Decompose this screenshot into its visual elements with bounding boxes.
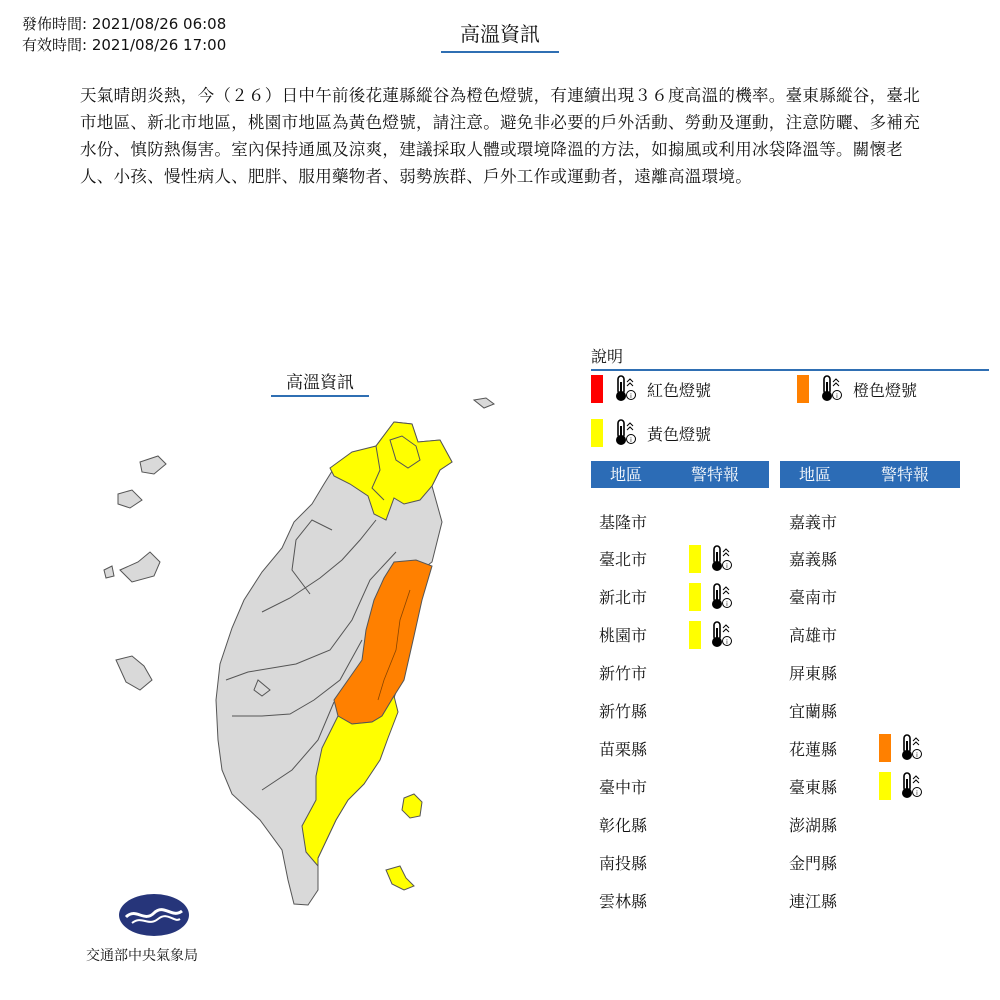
region-name: 連江縣 bbox=[789, 891, 838, 911]
table-row bbox=[789, 502, 879, 540]
table-header-left bbox=[591, 461, 769, 488]
alert-level-bar bbox=[689, 583, 701, 611]
region-name: 花蓮縣 bbox=[789, 739, 838, 759]
region-name: 新竹縣 bbox=[599, 702, 648, 721]
description-text: 天氣晴朗炎熱，今（２６）日中午前後花蓮縣縱谷為橙色燈號，有連續出現３６度高溫的機率。臺東縣縱谷，臺北市地區、新北市地區，桃園市地區為黃色燈號，請注意。避免非必要的戶外活動、勞動及運動，注意防曬、多補充水份、慎防熱傷害。室內保持通風及涼爽，建議採取人體或環境降溫的方法，如搧風或利用冰袋降溫等。關懷老人、小孩、慢性病人、肥胖、服用藥物者、弱勢族群、戶外工作或運動者，遠離高溫環境。 bbox=[80, 86, 920, 186]
region-name: 臺東縣 bbox=[789, 777, 838, 797]
alert-level-bar bbox=[689, 545, 701, 573]
region-name: 嘉義縣 bbox=[789, 550, 838, 570]
table-row bbox=[599, 805, 689, 843]
guishan-island bbox=[474, 398, 494, 408]
yellow-swatch bbox=[591, 419, 603, 447]
table-row bbox=[599, 654, 689, 692]
region-name: 嘉義市 bbox=[789, 512, 838, 532]
cwb-logo bbox=[118, 893, 190, 937]
alert-level-bar bbox=[879, 734, 891, 762]
table-row bbox=[599, 692, 689, 730]
thermometer-icon bbox=[897, 733, 923, 763]
issue-time: 發佈時間: 2021/08/26 06:08 bbox=[22, 15, 227, 33]
table-row bbox=[789, 881, 879, 919]
table-row bbox=[789, 767, 923, 805]
region-name: 雲林縣 bbox=[599, 891, 648, 911]
table-row bbox=[789, 578, 879, 616]
red-swatch bbox=[591, 375, 603, 403]
valid-time: 有效時間: 2021/08/26 17:00 bbox=[22, 36, 227, 54]
page-title: 高溫資訊 bbox=[441, 18, 559, 53]
alert-level-bar bbox=[689, 621, 701, 649]
region-name: 臺南市 bbox=[789, 588, 838, 608]
table-row bbox=[599, 578, 733, 616]
agency-name: 交通部中央氣象局 bbox=[86, 948, 198, 964]
table-row bbox=[599, 502, 689, 540]
legend-orange bbox=[797, 374, 917, 404]
orange-swatch bbox=[797, 375, 809, 403]
table-header-right bbox=[780, 461, 960, 488]
legend-yellow-label: 黃色燈號 bbox=[647, 424, 712, 444]
legend-red-label: 紅色燈號 bbox=[647, 380, 712, 400]
thermometer-icon bbox=[817, 374, 843, 404]
region-name: 新竹市 bbox=[599, 664, 648, 684]
table-row bbox=[789, 805, 879, 843]
thermometer-icon bbox=[897, 771, 923, 801]
region-name: 南投縣 bbox=[599, 853, 648, 873]
legend-yellow bbox=[591, 418, 711, 448]
table-row bbox=[789, 540, 879, 578]
table-row bbox=[789, 729, 923, 767]
map-title: 高溫資訊 bbox=[271, 368, 369, 397]
table-row bbox=[789, 843, 879, 881]
alert-level-bar bbox=[879, 772, 891, 800]
legend-title: 說明 bbox=[591, 344, 989, 371]
region-name: 臺北市 bbox=[599, 550, 648, 570]
region-name: 高雄市 bbox=[789, 626, 838, 646]
col-region: 地區 bbox=[798, 465, 831, 484]
region-name: 金門縣 bbox=[789, 853, 838, 873]
col-region: 地區 bbox=[609, 465, 642, 484]
table-row bbox=[789, 692, 879, 730]
region-name: 臺中市 bbox=[599, 777, 648, 797]
legend-red bbox=[591, 374, 711, 404]
thermometer-icon bbox=[707, 544, 733, 574]
table-row bbox=[599, 843, 689, 881]
col-alert: 警特報 bbox=[880, 465, 929, 484]
region-name: 彰化縣 bbox=[599, 815, 648, 835]
region-name: 基隆市 bbox=[599, 512, 648, 532]
table-row bbox=[599, 540, 733, 578]
legend-orange-label: 橙色燈號 bbox=[853, 380, 918, 400]
penghu-islands bbox=[104, 456, 166, 690]
region-name: 桃園市 bbox=[599, 626, 648, 646]
table-row bbox=[599, 616, 733, 654]
green-island bbox=[402, 794, 422, 818]
table-row bbox=[599, 767, 689, 805]
region-name: 宜蘭縣 bbox=[789, 702, 838, 721]
region-name: 苗栗縣 bbox=[599, 739, 648, 759]
col-alert: 警特報 bbox=[690, 465, 739, 484]
orchid-island bbox=[386, 866, 414, 890]
thermometer-icon bbox=[611, 374, 637, 404]
thermometer-icon bbox=[707, 582, 733, 612]
table-row bbox=[599, 729, 689, 767]
region-name: 屏東縣 bbox=[789, 664, 838, 684]
region-name: 新北市 bbox=[599, 588, 648, 608]
thermometer-icon bbox=[707, 620, 733, 650]
thermometer-icon bbox=[611, 418, 637, 448]
table-row bbox=[599, 881, 689, 919]
region-name: 澎湖縣 bbox=[789, 815, 838, 835]
table-row bbox=[789, 654, 879, 692]
table-row bbox=[789, 616, 879, 654]
